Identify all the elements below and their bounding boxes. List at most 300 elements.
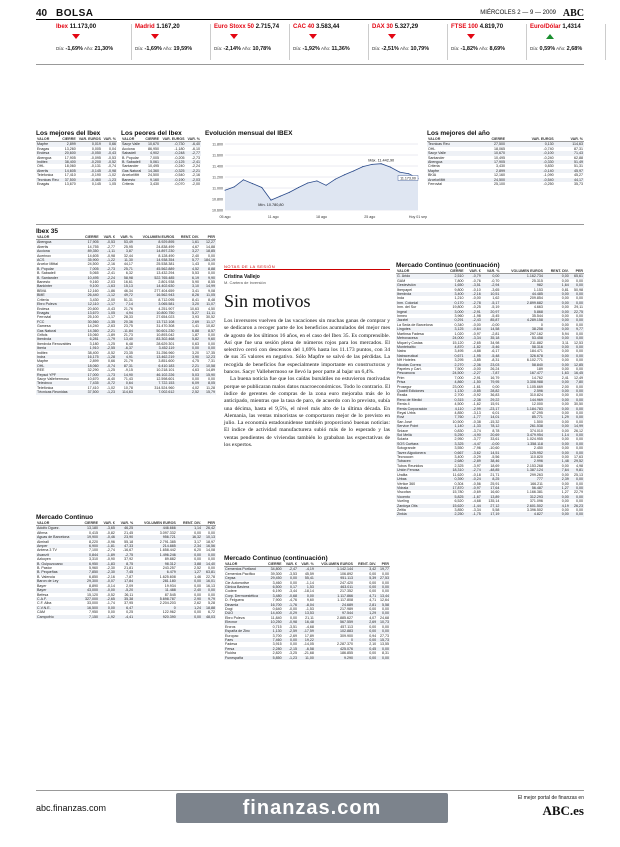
table-cell: 14,99: [570, 424, 584, 428]
table-cell: 16,61: [123, 280, 133, 285]
table-cell: -2,65: [472, 340, 481, 345]
table-cell: 8.128.490: [158, 253, 175, 258]
table-cell: 13.462.219: [134, 355, 175, 359]
table-cell: 0,00: [561, 366, 569, 371]
table-cell: 0,715: [272, 624, 282, 629]
table-cell: -0,740: [543, 146, 554, 151]
table-cell: 4,67: [191, 244, 199, 249]
ticker-change: Día: -1,69% Año: 19,59%: [135, 46, 193, 52]
table-cell: 29,300: [79, 579, 99, 583]
table-cell: -0,53: [107, 155, 116, 160]
table-cell: 4,71: [354, 594, 377, 598]
table-cell: 23,000: [452, 384, 464, 389]
table-cell: -0,98: [106, 253, 115, 258]
article-paragraph: Los inversores vuelven de las vacaciones sin muchas ganas de comprar y se dedicaron a recoger parte de los beneficios acumulados del mejor mes de agosto de los últimos 16 años, en el caso del Ibex 35. Es comprensible. Así que fue una sesión plena de números rojos para los mercados. El selectivo cerró con descensos del 1,69% hasta los 11.173 puntos, con 34 de sus 35 valores en negativo. Sólo Mapfre se salvó de las pérdidas. La recogida de beneficios fue especialmente importante en constructoras y bancos. Sacyr Vallehermoso se llevó la peor parte al bajar un 6,4%.: [224, 318, 390, 376]
table-cell: 2,90: [177, 597, 202, 601]
table-cell: 3,42: [354, 567, 377, 572]
table-cell: REE: [37, 368, 45, 373]
table-cell: 19,77: [377, 567, 390, 572]
table-cell: 0,25: [126, 610, 134, 615]
table-cell: -3,85: [472, 358, 481, 363]
table-cell: 1.166.381: [526, 490, 543, 495]
table-cell: -2,41: [106, 271, 115, 276]
table-cell: -8,31: [491, 358, 500, 363]
table-cell: 281.180: [134, 579, 177, 583]
table-row: [224, 656, 390, 660]
table-cell: 0,00: [570, 477, 584, 481]
table-cell: -1,83: [99, 562, 116, 566]
table-cell: Reno de Medici: [396, 398, 444, 402]
ibex35-table: [36, 228, 216, 395]
table-cell: Elecnor: [224, 620, 265, 624]
table-cell: Telecinco: [36, 381, 80, 385]
table-cell: 12,23: [200, 355, 216, 359]
table-cell: 2.601.502: [500, 504, 544, 508]
table-cell: Dinamia: [224, 603, 265, 607]
table-cell: -2,78: [465, 301, 482, 305]
table-cell: 4,02: [191, 385, 199, 390]
table-cell: 11,17: [200, 320, 216, 324]
data-point: [289, 192, 290, 193]
table-cell: -0,79: [465, 274, 482, 279]
column-header: VALOR: [224, 562, 265, 567]
table-cell: 0,00: [354, 656, 377, 660]
table-cell: 0,00: [570, 486, 584, 490]
table-cell: 0,00: [570, 495, 584, 499]
column-header: VAR. €: [99, 521, 116, 526]
column-header: VAR. €: [283, 562, 298, 567]
table-cell: 0,00: [576, 419, 583, 424]
table-cell: Martinsa Fadesa: [397, 331, 424, 336]
table-cell: -48,85: [482, 468, 501, 472]
table-cell: 85.771: [500, 415, 544, 419]
table-cell: 36,83: [490, 393, 500, 398]
finanzas-banner[interactable]: finanzas.com: [176, 793, 448, 823]
table-cell: 0,81: [561, 287, 569, 292]
table-cell: 0,00: [208, 592, 215, 597]
table-cell: 1,210: [454, 296, 464, 301]
table-cell: Iberdrola: [36, 337, 80, 341]
table-cell: 0,00: [576, 358, 583, 363]
table-cell: 7,80: [570, 380, 584, 384]
table-cell: 0,005: [91, 146, 101, 151]
table-cell: -21,68: [303, 651, 314, 656]
table-cell: Mapfre: [37, 359, 49, 364]
table-cell: Grifols: [37, 332, 48, 337]
column-header: VALOR: [121, 137, 143, 142]
table-cell: 0,00: [544, 398, 570, 402]
table-cell: 217.352: [339, 589, 353, 594]
table-cell: 19,800: [452, 305, 464, 310]
table-cell: 1.358.118: [500, 442, 544, 446]
table-cell: -16,67: [122, 548, 134, 553]
table-cell: Telefonica: [37, 173, 54, 178]
table-cell: 37,95: [124, 601, 134, 606]
table-cell: Enagás: [37, 182, 50, 187]
table-cell: 16,500: [79, 606, 99, 610]
table-cell: 7,900: [272, 598, 282, 603]
ticker-4: [372, 24, 448, 60]
table-cell: -0,64: [465, 327, 482, 331]
table-cell: 2,325: [454, 463, 464, 468]
footer-url[interactable]: abc.finanzas.com: [36, 803, 107, 813]
table-cell: 18,69: [490, 463, 500, 468]
table-cell: Ebro Puleva: [36, 302, 80, 306]
table-cell: 26,42: [202, 526, 216, 531]
table-cell: -17,59: [298, 629, 315, 633]
table-cell: 35,73: [574, 182, 583, 187]
table-cell: -1,17: [106, 315, 115, 320]
table-cell: 0,00: [175, 346, 200, 350]
table-cell: 247.420: [339, 580, 353, 585]
table-cell: -1,12: [100, 293, 116, 297]
table-cell: 13,180: [79, 526, 99, 531]
table-cell: CAM: [37, 610, 45, 615]
mc-mid-title: Mercado Continuo (continuación): [224, 555, 328, 562]
table-cell: -3,65: [491, 287, 500, 292]
ticker-5: [451, 24, 527, 60]
table-cell: 4,19: [544, 504, 570, 508]
table-cell: 1,910: [80, 346, 99, 350]
table-cell: -2,74: [106, 548, 115, 553]
column-header: RENT. DIV.: [175, 235, 200, 240]
table-cell: 2,62: [194, 601, 202, 606]
table-cell: Bankinter: [36, 284, 80, 288]
ticker-name: FTSE 100 4.819,70: [451, 24, 504, 30]
chart-title: Evolución mensual del IBEX: [205, 130, 293, 137]
page-date: MIÉRCOLES 2 — 9 — 2009: [480, 10, 556, 16]
table-cell: 144.969: [500, 398, 544, 402]
table-cell: 217.989: [339, 607, 353, 612]
table-cell: 11,00: [298, 656, 315, 660]
table-cell: 24.838.499: [156, 244, 175, 249]
table-cell: 0,00: [544, 363, 570, 367]
trend-arrow-icon: [309, 34, 317, 39]
table-cell: 4,500: [454, 402, 464, 407]
table-cell: 71,43: [123, 377, 133, 381]
table-cell: 0,00: [544, 389, 570, 393]
table-cell: -3,97: [472, 463, 481, 468]
table-cell: Abertis: [37, 244, 49, 249]
column-header: VALOR: [427, 137, 475, 142]
table-cell: Inmeo: [397, 314, 407, 319]
table-cell: -2,36: [465, 363, 482, 367]
table-cell: -0,205: [174, 155, 185, 160]
table-cell: 5,77: [175, 258, 200, 262]
table-cell: 6,32: [125, 271, 133, 276]
table-cell: 0,00: [570, 292, 584, 296]
table-cell: -0,69: [472, 490, 481, 495]
table-cell: -1,25: [106, 341, 115, 346]
table-cell: 0,00: [576, 446, 583, 451]
table-cell: 184,19: [200, 258, 216, 262]
table-cell: 7,800: [454, 278, 464, 283]
table-cell: Lingotes: [396, 327, 444, 331]
table-cell: 0,00: [561, 349, 569, 354]
table-cell: 0,00: [570, 398, 584, 402]
table-cell: -0,095: [90, 155, 101, 160]
table-cell: 0,00: [544, 354, 570, 358]
table-cell: Arcelor Mittal: [37, 262, 58, 267]
column-header: CIERRE: [80, 235, 99, 240]
table-cell: -0,145: [77, 169, 102, 173]
table-cell: 17,905: [80, 240, 99, 245]
table-cell: 0,00: [561, 402, 569, 407]
table-cell: 2,899: [475, 169, 506, 173]
table-cell: 0,00: [208, 253, 215, 258]
column-header: VAR. %: [482, 269, 501, 274]
table-cell: 2,700: [454, 393, 464, 398]
table-cell: -1,02: [106, 385, 115, 390]
last-value-label: 11.173,00: [400, 176, 416, 181]
table-cell: Natraceutical: [396, 354, 444, 358]
table-cell: 2,510: [444, 274, 464, 279]
table-cell: 2,81: [354, 603, 377, 607]
table-cell: 8,31: [382, 651, 389, 656]
table-cell: -7,96: [472, 446, 481, 451]
table-cell: 26,11: [124, 592, 134, 597]
trend-arrow-icon: [546, 34, 554, 39]
table-cell: -5,17: [482, 301, 501, 305]
table-cell: 18,060: [64, 164, 76, 169]
column-header: PER: [200, 235, 216, 240]
table-cell: 9.290: [315, 656, 354, 660]
table-cell: 0,64: [116, 381, 134, 385]
table-cell: 12,160: [494, 173, 506, 178]
table-cell: 0,00: [544, 407, 570, 411]
table-cell: Realia: [397, 393, 408, 398]
data-point: [243, 179, 244, 180]
table-cell: 16,13: [206, 583, 215, 588]
table-cell: -2,47: [283, 567, 298, 572]
table-cell: -2,89: [465, 459, 482, 463]
table-cell: 3,20: [191, 350, 199, 355]
table-cell: 3,400: [454, 455, 464, 460]
table-cell: 1.024.955: [526, 437, 543, 442]
table-cell: 12,64: [380, 598, 389, 603]
table-cell: -0,190: [90, 173, 101, 178]
table-cell: -2,91: [472, 375, 481, 380]
table-cell: 7,760: [444, 415, 464, 419]
table-cell: 0,00: [194, 557, 202, 562]
table-cell: -0,460: [77, 178, 102, 182]
table-cell: DUO: [224, 611, 265, 615]
table-cell: -0,68: [283, 594, 298, 598]
table-cell: 46.102.226: [134, 373, 175, 377]
table-cell: 13,670: [64, 182, 76, 187]
table-cell: -1,67: [465, 495, 482, 499]
table-cell: Ebro Puleva: [225, 615, 245, 620]
table-cell: 14,90: [116, 373, 134, 377]
ticker-name: Madrid 1.167,20: [135, 24, 180, 30]
table-cell: -0,43: [106, 306, 115, 311]
table-cell: 7.722.153: [134, 381, 175, 385]
table-cell: 5.868: [500, 310, 544, 314]
table-cell: Gas Natural: [121, 169, 143, 173]
table-cell: Sol Meliá: [396, 433, 444, 437]
table-cell: -1,17: [100, 302, 116, 306]
table-cell: -0,46: [99, 535, 116, 539]
table-cell: 299.263: [529, 472, 543, 477]
table-cell: 5,27: [175, 311, 200, 315]
table-cell: 27,53: [377, 576, 390, 580]
table-cell: 6,900: [79, 544, 99, 548]
table-cell: 5,250: [444, 433, 464, 437]
table-cell: -6,17: [491, 349, 500, 354]
table-cell: 0,00: [377, 585, 390, 589]
table-cell: -2,16: [465, 292, 482, 296]
table-cell: -0,70: [491, 278, 500, 283]
table-cell: Cie Automotive: [225, 580, 250, 585]
table-cell: 0,00: [561, 314, 569, 319]
table-cell: -8,04: [298, 603, 315, 607]
table-cell: 10,495: [80, 276, 99, 280]
table-cell: 4,63: [191, 368, 199, 373]
table-cell: -5,56: [491, 455, 500, 460]
table-cell: -1,92: [99, 615, 116, 619]
table-cell: 166.211: [530, 481, 543, 486]
table-row: [36, 390, 216, 394]
table-cell: -2,21: [186, 169, 201, 173]
table-cell: -1,77: [465, 415, 482, 419]
table-cell: 0,00: [202, 588, 216, 592]
table-cell: -2,16: [106, 262, 115, 267]
table-cell: -0,330: [506, 160, 555, 164]
table-cell: 51,31: [574, 164, 583, 169]
table-cell: Repsol YPF: [36, 373, 80, 377]
best-year-title: Los mejores del año: [427, 130, 490, 137]
table-cell: 13.432.294: [156, 271, 175, 276]
table-cell: 1,43: [191, 262, 199, 267]
table-cell: -0,98: [102, 169, 117, 173]
table-cell: 5,28: [208, 601, 215, 606]
table-cell: 24,500: [444, 371, 464, 375]
table-cell: 2,270: [444, 363, 464, 367]
table-cell: -1,82: [465, 345, 482, 349]
table-row: [36, 182, 117, 186]
table-cell: 6,01: [492, 411, 500, 415]
table-cell: Abengoa: [36, 240, 80, 245]
table-cell: 5,53: [191, 271, 199, 276]
table-cell: 261.538: [500, 424, 544, 428]
y-tick-label: 11.400: [212, 164, 223, 169]
data-point: [344, 174, 345, 175]
table-cell: 25,13: [574, 472, 583, 477]
table-cell: -3,25: [288, 651, 298, 656]
table-cell: 78,12: [482, 424, 501, 428]
table-cell: Iberia: [36, 346, 80, 350]
table-cell: Banesto: [121, 178, 143, 182]
table-cell: -0,74: [107, 164, 116, 169]
table-cell: Reyal Urbis: [397, 411, 416, 415]
table-cell: 29,450: [265, 576, 283, 580]
table-cell: 0,00: [570, 345, 584, 349]
table-cell: 24.689: [315, 603, 354, 607]
table-cell: Jazztel: [396, 318, 444, 322]
table-cell: -0,24: [465, 477, 482, 481]
table-cell: Vértice 360: [397, 481, 416, 486]
table-cell: Abengoa: [427, 160, 475, 164]
table-cell: -0,72: [100, 381, 116, 385]
table-cell: 522.765.485: [134, 276, 175, 280]
table-cell: -2,38: [465, 398, 482, 402]
table-cell: -1,63: [100, 284, 116, 288]
table-cell: -0,92: [472, 393, 481, 398]
table-cell: 26,12: [574, 428, 583, 433]
table-cell: San José: [397, 419, 412, 424]
table-cell: -0,96: [106, 539, 115, 544]
table-cell: 0,671: [444, 354, 464, 358]
table-cell: 16,01: [202, 579, 216, 583]
table-cell: Vidrala: [396, 486, 444, 490]
table-cell: 89.882: [164, 557, 176, 562]
table-cell: 30,560: [80, 320, 99, 324]
table-cell: 0,00: [177, 615, 202, 619]
table-cell: 0,00: [576, 314, 583, 319]
table-cell: 0,00: [570, 407, 584, 411]
table-cell: 12.598.601: [156, 377, 175, 381]
table-cell: 0,66: [102, 142, 117, 147]
table-cell: -0,125: [160, 160, 186, 164]
table-cell: -1,79: [100, 337, 116, 341]
table-cell: 0,130: [506, 142, 555, 147]
table-cell: 1,64: [544, 283, 570, 287]
table-cell: 23,75: [123, 324, 133, 329]
table-cell: 1.105.669: [526, 384, 543, 389]
table-cell: 14.938.354: [134, 258, 175, 262]
table-cell: Santander: [428, 155, 445, 160]
table-cell: 15,120: [87, 592, 99, 597]
table-cell: 5,065: [89, 271, 99, 276]
table-cell: -0,325: [160, 169, 186, 173]
table-cell: 18,88: [202, 606, 216, 610]
column-header: VAR. €: [465, 269, 482, 274]
table-cell: -0,14: [106, 583, 115, 588]
table-cell: 0,00: [377, 629, 390, 633]
table-cell: 28,82: [482, 389, 501, 393]
table-cell: 9,90: [200, 276, 216, 280]
table-cell: 17,64: [482, 486, 501, 490]
table-cell: 106.892: [339, 571, 353, 576]
table-cell: 9,160: [143, 178, 160, 182]
table-cell: -0,540: [506, 178, 555, 182]
table-cell: 9,60: [200, 337, 216, 341]
y-tick-label: 11.000: [212, 186, 223, 191]
table-cell: 1,14: [177, 526, 202, 531]
table-cell: La Seda de Barcelona: [397, 322, 433, 327]
table-cell: 4,94: [116, 311, 134, 315]
table-cell: B. Sabadell: [37, 271, 56, 276]
table-cell: 20,36: [116, 320, 134, 324]
data-point: [326, 185, 327, 186]
table-row: [396, 512, 584, 516]
table-cell: 3.851.600: [158, 359, 175, 364]
table-cell: -0,38: [472, 419, 481, 424]
table-cell: 0,00: [382, 589, 389, 594]
table-cell: -5,20: [116, 588, 134, 592]
table-cell: Sniace: [397, 428, 408, 433]
table-cell: BBVA: [37, 288, 47, 293]
table-cell: 14,40: [202, 562, 216, 566]
table-cell: Acerinox: [37, 253, 51, 258]
table-cell: 0: [315, 638, 354, 642]
table-cell: 13,44: [377, 594, 390, 598]
footer-tagline: [518, 795, 584, 819]
table-cell: -0,98: [283, 620, 298, 624]
table-cell: GAM: [397, 278, 406, 283]
table-cell: 25,95: [123, 244, 133, 249]
table-cell: 35,18: [482, 336, 501, 340]
